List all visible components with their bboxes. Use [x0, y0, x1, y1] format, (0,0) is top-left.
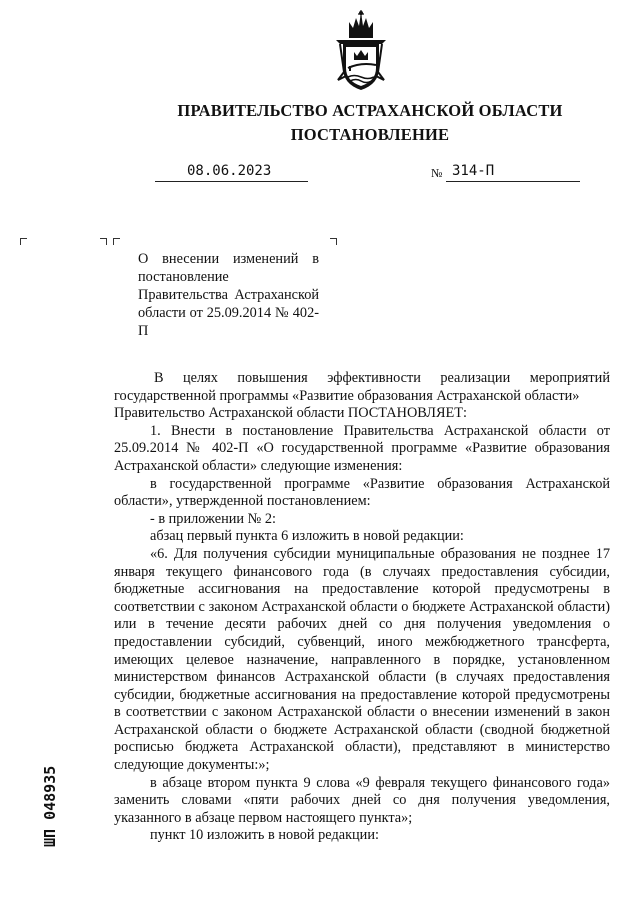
- document-subject: О внесении изменений в постановление Правительства Астраханской области от 25.09.2014 № 402-П: [138, 251, 319, 339]
- form-serial-number: ШП 048935: [41, 765, 59, 847]
- document-type: ПОСТАНОВЛЕНИЕ: [290, 125, 450, 144]
- corner-mark: [330, 238, 337, 245]
- date-underline: [155, 181, 308, 182]
- document-date: 08.06.2023: [187, 163, 272, 179]
- document-body: [114, 370, 610, 845]
- corner-mark: [113, 238, 120, 245]
- corner-mark: [100, 238, 107, 245]
- body-paragraph: В целях повышения эффективности реализации мероприятий государственной программы «Развитие образования Астраханской области»: [114, 370, 610, 404]
- body-paragraph: «6. Для получения субсидии муниципальные образования не позднее 17 января текущего финансового года (в случаях предоставления субсидии, бюджетные ассигнования на предоставление которой предусмотрены в соответствии с законом Астраханской области о бюджете Астраханской области) или в течение десяти рабочих дней со дня получения уведомления о предоставлении субсидий, субвенций, иного межбюджетного трансферта, имеющих целевое назначение, направленного в порядке, установленном министерством финансов Астраханской области (в случаях предоставления субсидии, бюджетные ассигнования на предоставление которой предусмотрены в соответствии с законом Астраханской области о внесении изменений в закон Астраханской области о бюджете Астраханской области (сводной бюджетной росписью бюджета Астраханской области), представляют в министерство следующие документы:»;: [114, 545, 610, 774]
- body-paragraph: в государственной программе «Развитие образования Астраханской области», утвержденной постановлением:: [114, 475, 610, 510]
- body-paragraph: - в приложении № 2:: [150, 510, 276, 527]
- document-number: 314-П: [452, 163, 495, 179]
- number-underline: [446, 181, 580, 182]
- body-paragraph: 1. Внести в постановление Правительства Астраханской области от 25.09.2014 № 402-П «О государственной программе «Развитие образования Астраханской области» следующие изменения:: [114, 422, 610, 474]
- number-sign: №: [431, 166, 443, 180]
- body-paragraph: пункт 10 изложить в новой редакции:: [150, 827, 379, 844]
- body-paragraph: в абзаце втором пункта 9 слова «9 февраля текущего финансового года» заменить словами «пяти рабочих дней со дня получения уведомления, указанного в абзаце первом настоящего пункта»;: [114, 774, 610, 826]
- government-title: ПРАВИТЕЛЬСТВО АСТРАХАНСКОЙ ОБЛАСТИ: [177, 101, 563, 120]
- coat-of-arms-icon: [332, 10, 390, 92]
- body-paragraph: абзац первый пункта 6 изложить в новой редакции:: [150, 528, 464, 545]
- corner-mark: [20, 238, 27, 245]
- body-paragraph: Правительство Астраханской области ПОСТАНОВЛЯЕТ:: [114, 405, 467, 422]
